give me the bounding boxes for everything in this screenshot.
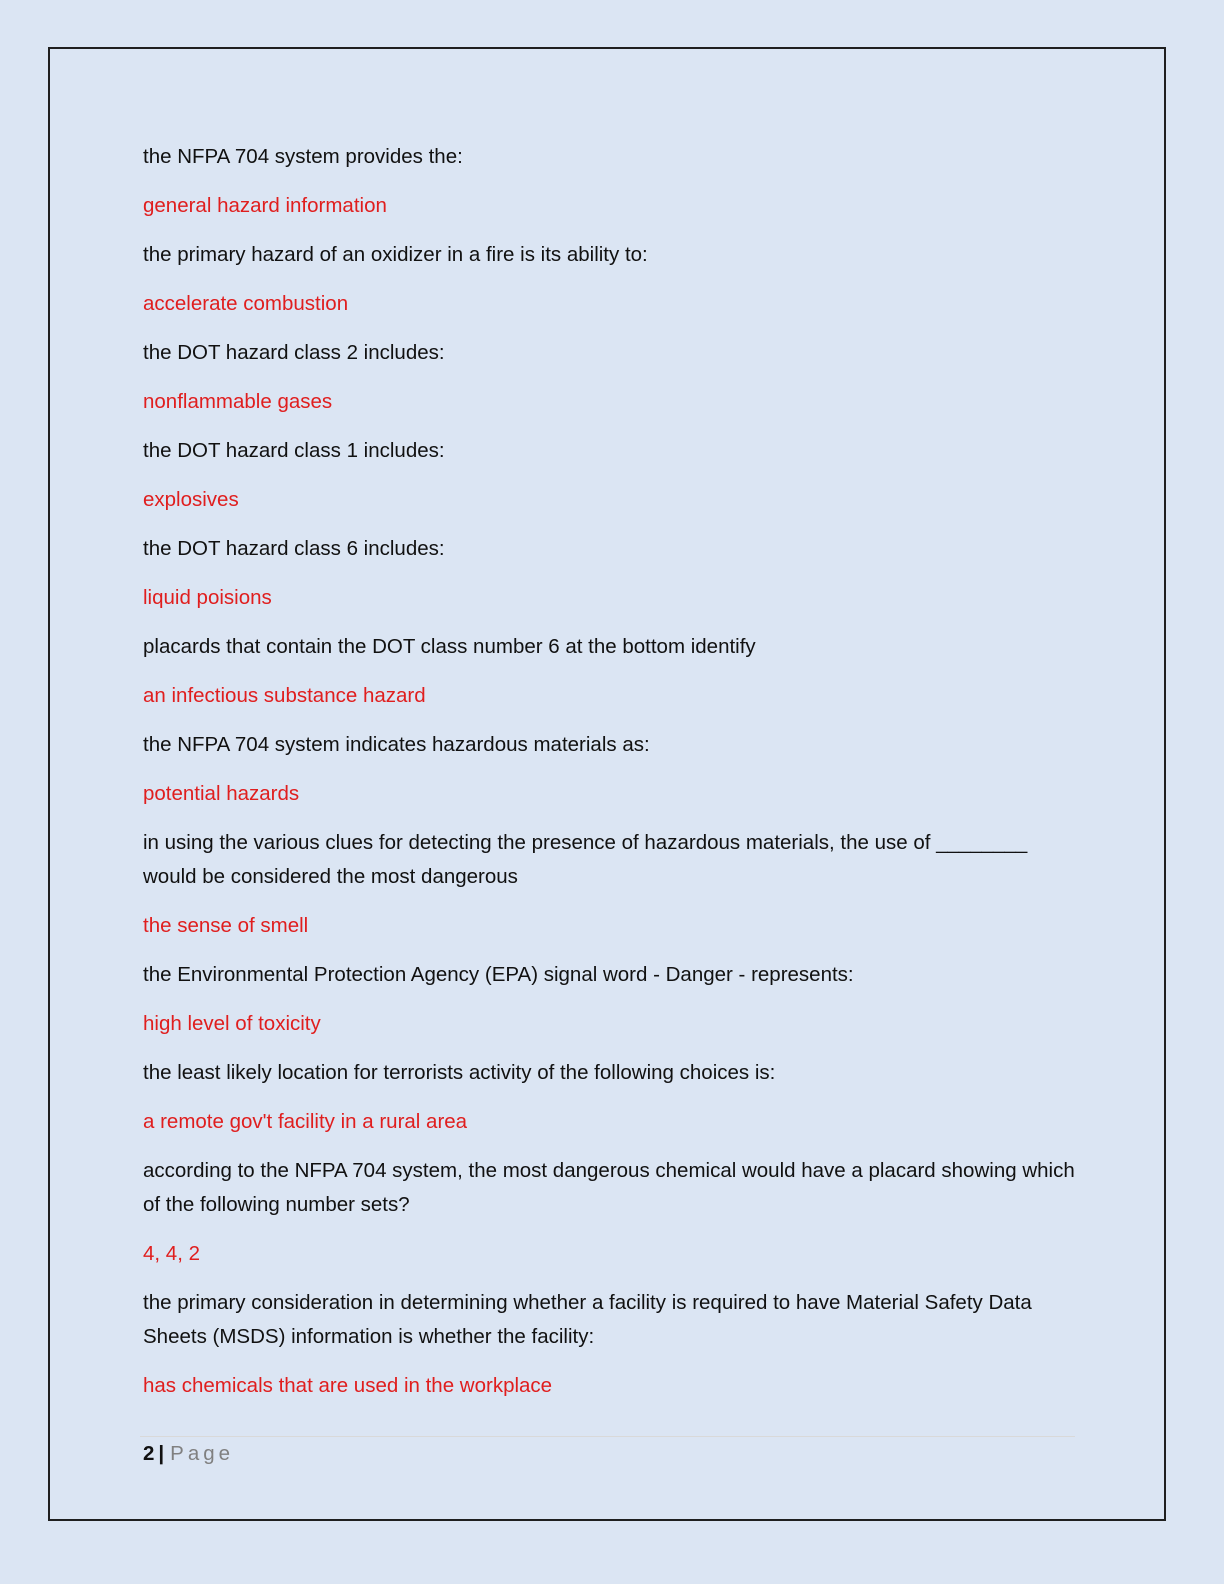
answer-8: the sense of smell bbox=[143, 914, 309, 937]
question-5: the DOT hazard class 6 includes: bbox=[143, 537, 445, 560]
question-11: according to the NFPA 704 system, the most dangerous chemical would have a placard showing which of the following number sets? bbox=[143, 1159, 1075, 1216]
question-10: the least likely location for terrorists activity of the following choices is: bbox=[143, 1061, 776, 1084]
page-number: 2 bbox=[143, 1442, 155, 1465]
page-footer bbox=[143, 1439, 234, 1469]
answer-10: a remote gov't facility in a rural area bbox=[143, 1110, 468, 1133]
qa-list bbox=[143, 140, 1078, 1418]
footer-divider bbox=[140, 1436, 1075, 1437]
question-4: the DOT hazard class 1 includes: bbox=[143, 439, 445, 462]
answer-1: general hazard information bbox=[143, 194, 387, 217]
question-12: the primary consideration in determining whether a facility is required to have Material Safety Data Sheets (MSDS) information is whether the facility: bbox=[143, 1291, 1032, 1348]
question-9: the Environmental Protection Agency (EPA) signal word - Danger - represents: bbox=[143, 963, 854, 986]
answer-6: an infectious substance hazard bbox=[143, 684, 426, 707]
footer-separator: | bbox=[158, 1442, 165, 1465]
question-7: the NFPA 704 system indicates hazardous materials as: bbox=[143, 733, 650, 756]
answer-11: 4, 4, 2 bbox=[143, 1242, 200, 1265]
answer-9: high level of toxicity bbox=[143, 1012, 321, 1035]
answer-12: has chemicals that are used in the workplace bbox=[143, 1374, 553, 1397]
question-6: placards that contain the DOT class number 6 at the bottom identify bbox=[143, 635, 756, 658]
answer-7: potential hazards bbox=[143, 782, 300, 805]
answer-5: liquid poisions bbox=[143, 586, 272, 609]
answer-2: accelerate combustion bbox=[143, 292, 349, 315]
question-8: in using the various clues for detecting the presence of hazardous materials, the use of ________ would be considered the most dangerous bbox=[143, 831, 1028, 888]
question-2: the primary hazard of an oxidizer in a fire is its ability to: bbox=[143, 243, 648, 266]
question-3: the DOT hazard class 2 includes: bbox=[143, 341, 445, 364]
page-label: Page bbox=[170, 1442, 235, 1465]
question-1: the NFPA 704 system provides the: bbox=[143, 145, 463, 168]
answer-3: nonflammable gases bbox=[143, 390, 333, 413]
answer-4: explosives bbox=[143, 488, 239, 511]
